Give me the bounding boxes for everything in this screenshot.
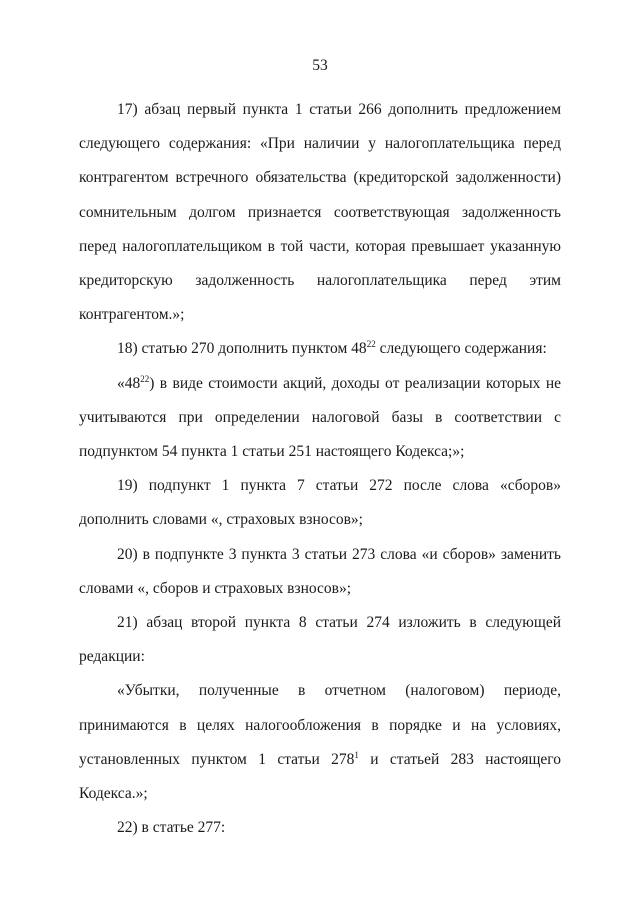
document-body [79, 93, 561, 845]
quote-21-tail: и статьей 283 настоящего Кодекса.»; [79, 750, 561, 803]
superscript-22: 22 [366, 339, 376, 350]
paragraph-18-text: 18) статью 270 дополнить пунктом 48 [117, 340, 367, 358]
paragraph-22: 22) в статье 277: [117, 819, 226, 837]
superscript-22-quote: 22 [140, 373, 150, 384]
superscript-1: 1 [354, 749, 359, 760]
paragraph-18-tail: следующего содержания: [375, 340, 547, 358]
paragraph-19: 19) подпункт 1 пункта 7 статьи 272 после слова «сборов» дополнить словами «, страховых взносов»; [79, 477, 561, 529]
paragraph-17: 17) абзац первый пункта 1 статьи 266 дополнить предложением следующего содержания: «При наличии у налогоплательщика перед контрагентом встречного обязательства (кредиторской задолженности) сомнительным долгом признается соответствующая задолженность перед налогоплательщиком в той части, которая превышает указанную кредиторскую задолженность налогоплательщика перед этим контрагентом.»; [79, 101, 561, 324]
paragraph-21-quote [79, 674, 561, 811]
quote-open: «48 [117, 374, 141, 392]
quote-text: ) в виде стоимости акций, доходы от реализации которых не учитываются при определении налоговой базы в соответствии с подпунктом 54 пункта 1 статьи 251 настоящего Кодекса;»; [79, 374, 561, 461]
paragraph-21: 21) абзац второй пункта 8 статьи 274 изложить в следующей редакции: [79, 614, 561, 666]
paragraph-20: 20) в подпункте 3 пункта 3 статьи 273 слова «и сборов» заменить словами «, сборов и страховых взносов»; [79, 545, 561, 597]
paragraph-18-quote [79, 367, 561, 470]
page-number: 53 [312, 57, 328, 74]
paragraph-18 [79, 332, 561, 366]
quote-21-text: «Убытки, полученные в отчетном (налоговом) периоде, принимаются в целях налогообложения в порядке и на условиях, установленных пунктом 1 статьи 278 [79, 682, 561, 768]
